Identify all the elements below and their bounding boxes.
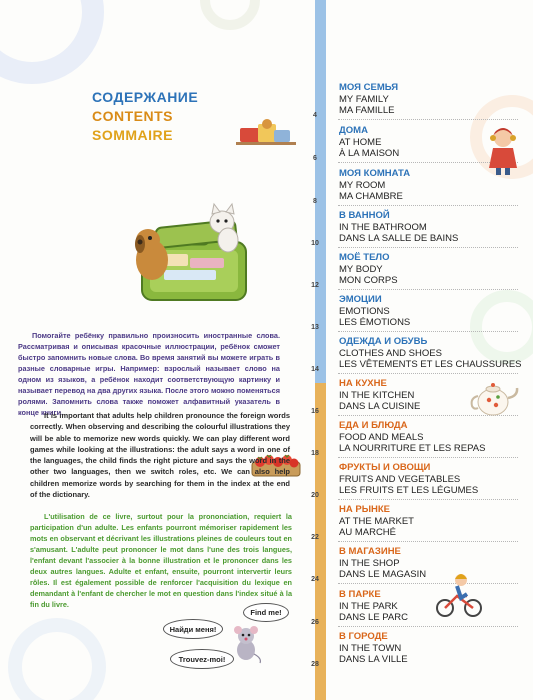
speech-bubble-russian: Найди меня!	[163, 619, 223, 639]
toc-page-number: 16	[311, 408, 319, 415]
toc-title-fr: MA CHAMBRE	[339, 191, 403, 202]
toc-separator	[338, 331, 518, 332]
toc-title-fr: DANS LA VILLE	[339, 654, 408, 665]
toc-title-fr: DANS LA CUISINE	[339, 401, 421, 412]
toc-separator	[338, 373, 518, 374]
toc-title-en: AT HOME	[339, 137, 382, 148]
title-english: CONTENTS	[92, 108, 173, 124]
toc-page-number: 8	[313, 198, 317, 205]
toc-title-ru: МОЁ ТЕЛО	[339, 252, 390, 263]
teapot-illustration	[469, 378, 519, 418]
girl-illustration	[485, 126, 521, 176]
toc-title-en: EMOTIONS	[339, 306, 390, 317]
toc-title-en: MY FAMILY	[339, 94, 389, 105]
toc-title-ru: НА КУХНЕ	[339, 378, 387, 389]
toc-title-fr: LES FRUITS ET LES LÉGUMES	[339, 485, 479, 496]
toc-title-fr: DANS LA SALLE DE BAINS	[339, 233, 459, 244]
toc-title-ru: НА РЫНКЕ	[339, 504, 390, 515]
toc-title-ru: ОДЕЖДА И ОБУВЬ	[339, 336, 428, 347]
shelf-illustration	[236, 118, 296, 148]
toc-title-fr: DANS LE MAGASIN	[339, 569, 427, 580]
toc-separator	[338, 457, 518, 458]
toc-title-ru: В ПАРКЕ	[339, 589, 381, 600]
toc-separator	[338, 205, 518, 206]
toc-title-en: IN THE TOWN	[339, 643, 402, 654]
toc-title-ru: ЭМОЦИИ	[339, 294, 382, 305]
toc-separator	[338, 247, 518, 248]
toc-title-ru: ДОМА	[339, 125, 368, 136]
suitcase-dog-cat-illustration	[128, 200, 258, 310]
toc-title-fr: DANS LE PARC	[339, 612, 408, 623]
toc-page-number: 20	[311, 492, 319, 499]
toc-page-number: 14	[311, 366, 319, 373]
toc-title-en: MY BODY	[339, 264, 383, 275]
toc-title-fr: MA FAMILLE	[339, 105, 395, 116]
toc-separator	[338, 626, 518, 627]
toc-title-en: IN THE PARK	[339, 601, 398, 612]
toc-title-fr: LES VÊTEMENTS ET LES CHAUSSURES	[339, 359, 522, 370]
toc-title-en: AT THE MARKET	[339, 516, 414, 527]
toc-title-fr: LA NOURRITURE ET LES REPAS	[339, 443, 486, 454]
toc-page-number: 22	[311, 534, 319, 541]
decor-circle	[470, 290, 533, 364]
decor-circle	[200, 0, 260, 30]
title-french: SOMMAIRE	[92, 127, 173, 143]
toc-title-ru: ФРУКТЫ И ОВОЩИ	[339, 462, 431, 473]
toc-title-ru: МОЯ СЕМЬЯ	[339, 82, 399, 93]
intro-text-russian: Помогайте ребёнку правильно произносить иностранные слова. Рассматривая и описывая красочные иллюстрации, ребёнок сможет быстро запомнить новые слова. Во время занятий вы можете играть в разные словарные игры. Например: взрослый называет слово на одном из языков, а ребёнок находит соответствующую картинку и называет перевод на два других языка. После этого можно поменяться ролями. Запомнить слова также поможет алфавитный указатель в конце книги.	[18, 331, 280, 417]
toc-page-number: 26	[311, 619, 319, 626]
toc-separator	[338, 541, 518, 542]
toc-page-number: 4	[313, 112, 317, 119]
toc-title-en: MY ROOM	[339, 180, 386, 191]
toc-title-en: IN THE KITCHEN	[339, 390, 415, 401]
mouse-illustration	[226, 624, 266, 664]
child-on-bike-illustration	[433, 572, 485, 618]
toc-page-number: 10	[311, 240, 319, 247]
title-russian: СОДЕРЖАНИЕ	[92, 89, 199, 105]
toc-separator	[338, 499, 518, 500]
toc-title-ru: ЕДА И БЛЮДА	[339, 420, 408, 431]
toc-title-en: IN THE BATHROOM	[339, 222, 427, 233]
intro-text-french: L'utilisation de ce livre, surtout pour la prononciation, requiert la participation d'un adulte. Les enfants pourront mémoriser rapidement les mots en observant et décrivant les illustrations pleines de couleurs tout en s'amusant. L'adulte peut prononcer le mot dans l'une des trois langues, l'enfant devant l'associer à la bonne illustration et le prononcer dans les deux autres langues. Adulte et enfant, ensuite, pourront intervertir leurs rôles. Il est également possible de renforcer l'acquisition du lexique en demandant à l'enfant de chercher le mot en question dans l'index situé à la fin du livre.	[30, 512, 292, 609]
toc-separator	[338, 119, 518, 120]
toc-title-fr: À LA MAISON	[339, 148, 400, 159]
page-title	[92, 88, 198, 145]
toc-title-ru: В МАГАЗИНЕ	[339, 546, 401, 557]
toc-separator	[338, 289, 518, 290]
toc-title-ru: В ГОРОДЕ	[339, 631, 388, 642]
intro-text-english: It is important that adults help children pronounce the foreign words correctly. When observing and describing the colourful illustrations they will be able to memorize new words quickly. We can play different word games while looking at the illustrations: the adult says a word in one of the languages, the child finds the right picture and says the word in the other two languages, then we switch roles, etc. We can also help children memorize words by searching for them in the index at the end of the dictionary.	[30, 411, 290, 500]
toc-page-number: 13	[311, 324, 319, 331]
toc-title-en: CLOTHES AND SHOES	[339, 348, 442, 359]
toc-title-fr: AU MARCHÉ	[339, 527, 397, 538]
speech-bubble-english: Find me!	[243, 603, 289, 622]
speech-bubble-french: Trouvez-moi!	[170, 649, 234, 669]
toc-page-number: 28	[311, 661, 319, 668]
toc-stripe-orange	[315, 383, 326, 700]
toc-page-number: 24	[311, 576, 319, 583]
toc-title-ru: МОЯ КОМНАТА	[339, 168, 411, 179]
toc-title-en: FOOD AND MEALS	[339, 432, 424, 443]
toc-title-en: FRUITS AND VEGETABLES	[339, 474, 461, 485]
toc-page-number: 12	[311, 282, 319, 289]
toc-separator	[338, 583, 518, 584]
toc-title-fr: MON CORPS	[339, 275, 398, 286]
toc-title-ru: В ВАННОЙ	[339, 210, 390, 221]
toc-page-number: 6	[313, 155, 317, 162]
toc-title-en: IN THE SHOP	[339, 558, 400, 569]
toc-title-fr: LES ÉMOTIONS	[339, 317, 411, 328]
decor-circle	[0, 0, 104, 84]
decor-circle	[8, 618, 106, 700]
toc-page-number: 18	[311, 450, 319, 457]
